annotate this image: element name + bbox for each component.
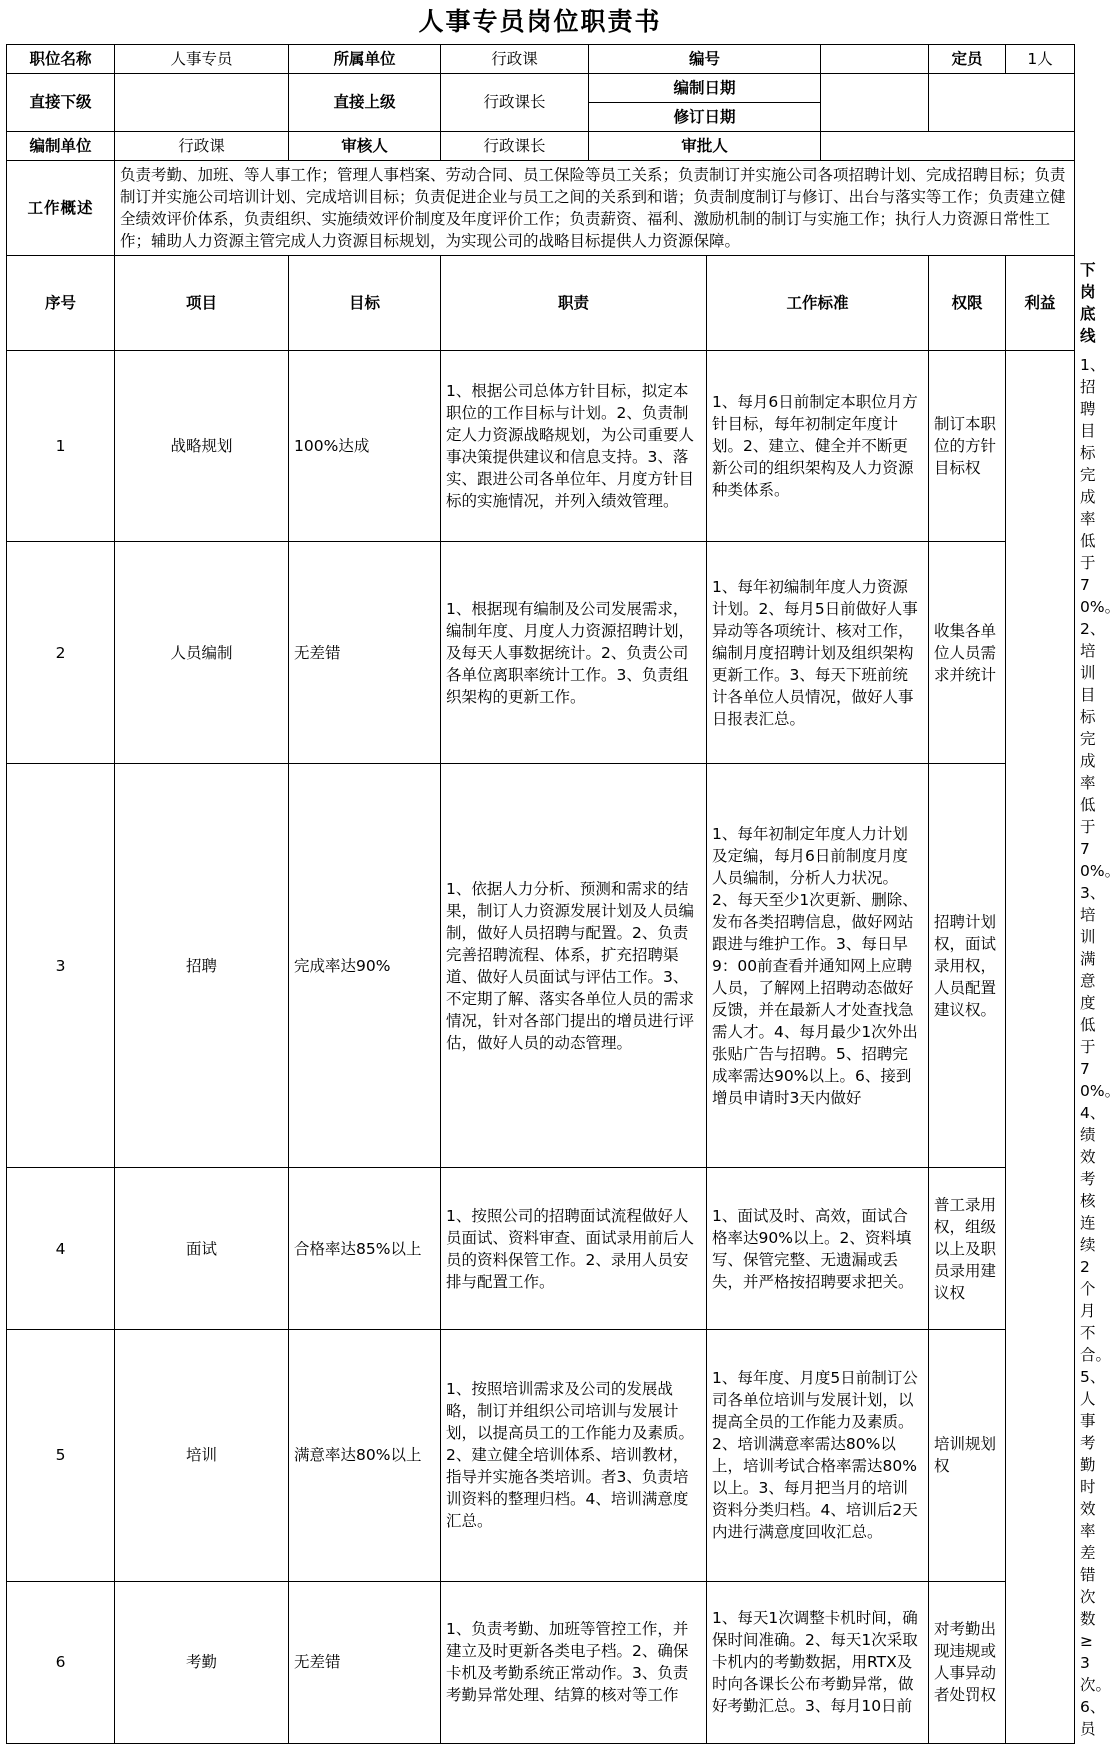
job-description-table xyxy=(6,44,1120,1744)
col-target: 目标 xyxy=(289,255,441,350)
value-department: 行政课 xyxy=(441,44,589,73)
row-standard: 1、每年度、月度5日前制订公司各单位培训与发展计划，以提高全员的工作能力及素质。2、培训满意率需达80%以上，培训考试合格率需达80%以上。3、每月把当月的培训资料分类归档。4、培训后2天内进行满意度回收汇总。 xyxy=(707,1329,929,1581)
row-standard: 1、每月6日前制定本职位月方针目标，每年初制定年度计划。2、建立、健全并不断更新公司的组织架构及人力资源种类体系。 xyxy=(707,350,929,542)
label-approver: 审批人 xyxy=(589,131,821,160)
col-standard: 工作标准 xyxy=(707,255,929,350)
row-no: 1 xyxy=(7,350,115,542)
row-authority: 收集各单位人员需求并统计 xyxy=(929,542,1006,764)
row-duty: 1、按照培训需求及公司的发展战略，制订并组织公司培训与发展计划，以提高员工的工作能力及素质。2、建立健全培训体系、培训教材，指导并实施各类培训。者3、负责培训资料的整理归档。4、培训满意度汇总。 xyxy=(441,1329,707,1581)
info-row-1 xyxy=(7,44,1075,73)
overview-row xyxy=(7,160,1075,255)
row-authority: 制订本职位的方针目标权 xyxy=(929,350,1006,542)
table-row xyxy=(7,764,1075,1168)
row-target: 合格率达85%以上 xyxy=(289,1168,441,1329)
row-no: 2 xyxy=(7,542,115,764)
row-duty: 1、依据人力分析、预测和需求的结果，制订人力资源发展计划及人员编制，做好人员招聘与配置。2、负责完善招聘流程、体系，扩充招聘渠道、做好人员面试与评估工作。3、不定期了解、落实各单位人员的需求情况，针对各部门提出的增员进行评估，做好人员的动态管理。 xyxy=(441,764,707,1168)
table-row xyxy=(7,1168,1075,1329)
col-duty: 职责 xyxy=(441,255,707,350)
label-revise-date: 修订日期 xyxy=(589,102,821,131)
label-number: 编号 xyxy=(589,44,821,73)
column-header-row: 序号 项目 目标 职责 工作标准 权限 利益 下岗底线 xyxy=(7,255,1075,350)
row-duty: 1、根据公司总体方针目标，拟定本职位的工作目标与计划。2、负责制定人力资源战略规划，为公司重要人事决策提供建议和信息支持。3、落实、跟进公司各单位年、月度方针目标的实施情况，并列入绩效管理。 xyxy=(441,350,707,542)
value-reviewer: 行政课长 xyxy=(441,131,589,160)
label-direct-superior: 直接上级 xyxy=(289,73,441,131)
row-no: 6 xyxy=(7,1582,115,1743)
col-benefit: 利益 xyxy=(1006,255,1075,350)
value-approver xyxy=(821,131,1075,160)
row-duty: 1、根据现有编制及公司发展需求，编制年度、月度人力资源招聘计划，及每天人事数据统计。2、负责公司各单位离职率统计工作。3、负责组织架构的更新工作。 xyxy=(441,542,707,764)
row-benefit xyxy=(1006,350,1075,1743)
overview-label: 工作概述 xyxy=(7,160,115,255)
row-target: 满意率达80%以上 xyxy=(289,1329,441,1581)
table-row xyxy=(7,1582,1075,1743)
table-row xyxy=(7,542,1075,764)
col-no: 序号 xyxy=(7,255,115,350)
label-direct-subordinate: 直接下级 xyxy=(7,73,115,131)
row-target: 完成率达90% xyxy=(289,764,441,1168)
label-prepare-date: 编制日期 xyxy=(589,73,821,102)
value-direct-superior: 行政课长 xyxy=(441,73,589,131)
col-authority: 权限 xyxy=(929,255,1006,350)
overview-text: 负责考勤、加班、等人事工作；管理人事档案、劳动合同、员工保险等员工关系；负责制订并实施公司各项招聘计划、完成招聘目标；负责制订并实施公司培训计划、完成培训目标；负责促进企业与员工之间的关系到和谐；负责制度制订与修订、出台与落实等工作；负责建立健全绩效评价体系，负责组织、实施绩效评价制度及年度评价工作；负责薪资、福利、激励机制的制订与实施工作；执行人力资源日常性工作；辅助人力资源主管完成人力资源目标规划，为实现公司的战略目标提供人力资源保障。 xyxy=(115,160,1075,255)
value-direct-subordinate xyxy=(115,73,289,131)
row-item: 考勤 xyxy=(115,1582,289,1743)
label-reviewer: 审核人 xyxy=(289,131,441,160)
row-standard: 1、每年初编制年度人力资源计划。2、每月5日前做好人事异动等各项统计、核对工作，编制月度招聘计划及组织架构更新工作。3、每天下班前统计各单位人员情况，做好人事日报表汇总。 xyxy=(707,542,929,764)
row-target: 100%达成 xyxy=(289,350,441,542)
value-position-name: 人事专员 xyxy=(115,44,289,73)
label-department: 所属单位 xyxy=(289,44,441,73)
label-headcount: 定员 xyxy=(929,44,1006,73)
row-target: 无差错 xyxy=(289,1582,441,1743)
row-target: 无差错 xyxy=(289,542,441,764)
value-prepare-date xyxy=(821,73,929,131)
row-standard: 1、每天1次调整卡机时间，确保时间准确。2、每天1次采取卡机内的考勤数据，用RTX及时向各课长公布考勤异常，做好考勤汇总。3、每月10日前 xyxy=(707,1582,929,1743)
row-authority: 普工录用权，组级以上及职员录用建议权 xyxy=(929,1168,1006,1329)
row-standard: 1、面试及时、高效，面试合格率达90%以上。2、资料填写、保管完整、无遗漏或丢失，并严格按招聘要求把关。 xyxy=(707,1168,929,1329)
row-item: 战略规划 xyxy=(115,350,289,542)
value-prepare-unit: 行政课 xyxy=(115,131,289,160)
info-row-3 xyxy=(7,131,1075,160)
value-number xyxy=(821,44,929,73)
row-item: 招聘 xyxy=(115,764,289,1168)
row-no: 3 xyxy=(7,764,115,1168)
row-authority: 培训规划权 xyxy=(929,1329,1006,1581)
row-no: 5 xyxy=(7,1329,115,1581)
row-no: 4 xyxy=(7,1168,115,1329)
row-standard: 1、每年初制定年度人力计划及定编，每月6日前制度月度人员编制，分析人力状况。2、每天至少1次更新、删除、发布各类招聘信息，做好网站跟进与维护工作。3、每日早9：00前查看并通知网上应聘人员，了解网上招聘动态做好反馈，并在最新人才处查找急需人才。4、每月最少1次外出张贴广告与招聘。5、招聘完成率需达90%以上。6、接到增员申请时3天内做好 xyxy=(707,764,929,1168)
info-row-2a xyxy=(7,73,1075,102)
value-headcount: 1人 xyxy=(1006,44,1075,73)
row-authority: 招聘计划权，面试录用权，人员配置建议权。 xyxy=(929,764,1006,1168)
row-duty: 1、负责考勤、加班等管控工作，并建立及时更新各类电子档。2、确保卡机及考勤系统正常动作。3、负责考勤异常处理、结算的核对等工作 xyxy=(441,1582,707,1743)
table-row xyxy=(7,1329,1075,1581)
label-position-name: 职位名称 xyxy=(7,44,115,73)
table-row: 1 战略规划 100%达成 1、根据公司总体方针目标，拟定本职位的工作目标与计划。2、负责制定人力资源战略规划，为公司重要人事决策提供建议和信息支持。3、落实、跟进公司各单位年、月度方针目标的实施情况，并列入绩效管理。 1、每月6日前制定本职位月方针目标，每年初制定年度计划。2、建立、健全并不断更新公司的组织架构及人力资源种类体系。 制订本职位的方针目标权 1、招聘目标完成率低于70%。2、培训目标完成率低于70%。3、培训满意度低于70%。4、绩效考核连续2个月不合。5、人事考勤时效率差错次数≥3次。6、员 xyxy=(7,350,1075,542)
label-prepare-unit: 编制单位 xyxy=(7,131,115,160)
col-item: 项目 xyxy=(115,255,289,350)
page-title: 人事专员岗位职责书 xyxy=(418,7,662,36)
value-revise-date xyxy=(929,73,1075,131)
row-item: 培训 xyxy=(115,1329,289,1581)
row-duty: 1、按照公司的招聘面试流程做好人员面试、资料审查、面试录用前后人员的资料保管工作。2、录用人员安排与配置工作。 xyxy=(441,1168,707,1329)
row-item: 人员编制 xyxy=(115,542,289,764)
row-authority: 对考勤出现违规或人事异动者处罚权 xyxy=(929,1582,1006,1743)
row-item: 面试 xyxy=(115,1168,289,1329)
